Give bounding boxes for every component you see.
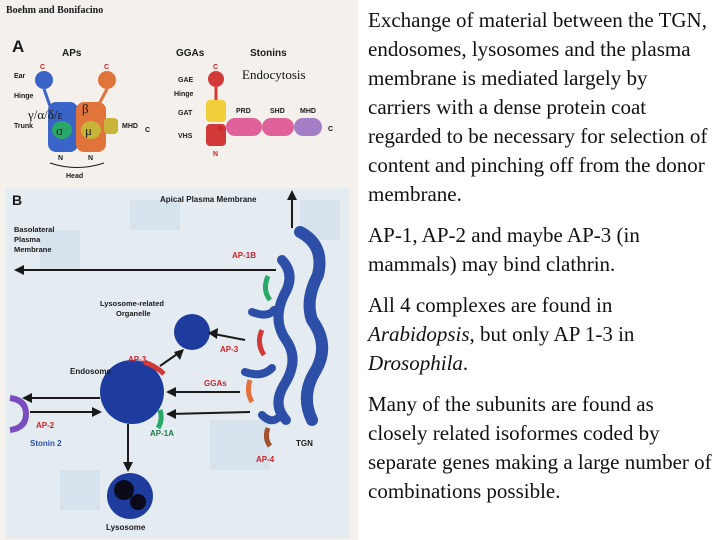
lro-label-1: Lysosome-related [100, 299, 164, 308]
ap-c-right: C [104, 64, 110, 71]
head-brace [50, 163, 104, 168]
stonins-title: Stonins [250, 48, 287, 59]
panel-b-tile [60, 470, 100, 510]
stonin-shd [262, 118, 294, 136]
paragraph-3-part-1: All 4 complexes are found in [368, 293, 613, 317]
aps-title: APs [62, 48, 82, 59]
panel-b-tile [130, 200, 180, 230]
paragraph-3-part-3: . [462, 351, 469, 375]
apical-label: Apical Plasma Membrane [160, 195, 257, 204]
lro-organelle [174, 314, 210, 350]
figure-header: Boehm and Bonifacino [6, 5, 104, 16]
endocytosis-label: Endocytosis [242, 67, 306, 82]
lysosome-content [130, 494, 146, 510]
shd-label: SHD [270, 108, 285, 115]
paragraph-1: Exchange of material between the TGN, endosomes, lysosomes and the plasma membrane is mediated largely by carriers with a dense protein coat regarded to be necessary for selection of content and pinching off from the donor membrane. [368, 8, 708, 206]
sigma-label: σ [56, 123, 64, 138]
gga-hinge-label: Hinge [174, 91, 194, 98]
stonin2-label: Stonin 2 [30, 439, 62, 448]
figure-image [0, 0, 358, 540]
ggas-title: GGAs [176, 48, 205, 59]
ap-c-mhd: C [145, 127, 151, 134]
panel-b-label: B [12, 192, 23, 208]
mu-tail [104, 118, 118, 134]
ap2-label: AP-2 [36, 421, 55, 430]
ap-n-left: N [58, 155, 64, 162]
ear-label: Ear [14, 73, 26, 80]
ap-n-right: N [88, 155, 94, 162]
arabidopsis-term: Arabidopsis [368, 322, 470, 346]
ap3-right-label: AP-3 [220, 345, 239, 354]
drosophila-term: Drosophila [368, 351, 463, 375]
stonin-mhd [294, 118, 322, 136]
gamma-label: γ/α/δ/ε [28, 107, 63, 122]
text-column [368, 6, 713, 518]
endosome-label: Endosome [70, 367, 111, 376]
basolateral-label-3: Membrane [14, 245, 52, 254]
ap-c-left: C [40, 64, 46, 71]
beta-label: β [82, 101, 89, 116]
stonin-prd [226, 118, 262, 136]
panel-a-label: A [12, 37, 25, 56]
tgn-label: TGN [296, 439, 313, 448]
basolateral-label-1: Basolateral [14, 225, 55, 234]
trunk-label: Trunk [14, 123, 34, 130]
gamma-ear [35, 71, 53, 89]
ap1a-label: AP-1A [150, 429, 175, 438]
gat-label: GAT [178, 110, 193, 117]
ap1b-label: AP-1B [232, 251, 257, 260]
ap3-left-label: AP-3 [128, 355, 147, 364]
basolateral-label-2: Plasma [14, 235, 41, 244]
lro-label-2: Organelle [116, 309, 151, 318]
gga-gae [208, 71, 224, 87]
lysosome-label: Lysosome [106, 523, 146, 532]
lysosome-content [114, 480, 134, 500]
stonin-mhd-label: MHD [300, 108, 316, 115]
ap4-label: AP-4 [256, 455, 275, 464]
paragraph-2: AP-1, AP-2 and maybe AP-3 (in mammals) may bind clathrin. [368, 223, 640, 276]
mu-label: μ [85, 123, 92, 138]
ggas-b-label: GGAs [204, 379, 227, 388]
hinge-label: Hinge [14, 93, 34, 100]
ap-mhd-label: MHD [122, 123, 138, 130]
paragraph-3 [368, 291, 713, 378]
paragraph-4: Many of the subunits are found as closely related isoformes coded by separate genes making a large number of combinations possible. [368, 392, 712, 503]
stonin-n: N [218, 126, 224, 133]
gga-c: C [213, 64, 219, 71]
prd-label: PRD [236, 108, 251, 115]
vhs-label: VHS [178, 133, 193, 140]
gga-gat [206, 100, 226, 122]
stonin-c: C [328, 126, 334, 133]
tgn-tubule [252, 310, 274, 315]
paragraph-3-part-2: , but only AP 1-3 in [469, 322, 635, 346]
gamma-hinge-line [44, 89, 50, 106]
beta-ear [98, 71, 116, 89]
gae-label: GAE [178, 77, 194, 84]
head-label: Head [66, 173, 84, 180]
gga-n: N [213, 151, 219, 158]
